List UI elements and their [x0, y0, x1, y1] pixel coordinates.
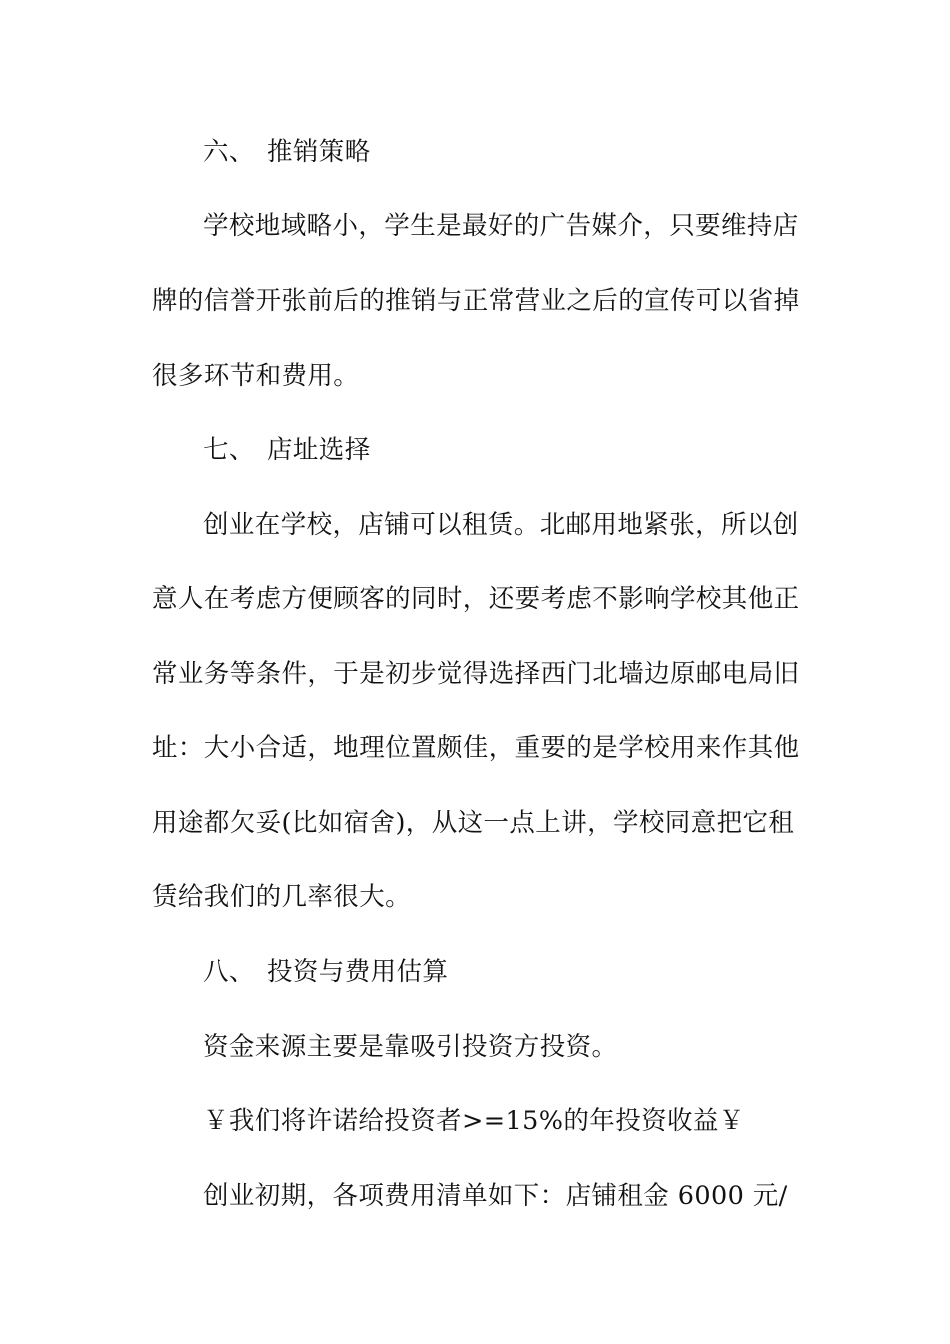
section-6-paragraph-line: 很多环节和费用。 [152, 361, 360, 391]
section-7-paragraph-line: 创业在学校，店铺可以租赁。北邮用地紧张，所以创 [203, 510, 799, 540]
section-6-number: 六、 [203, 137, 255, 167]
section-6-heading [203, 135, 803, 169]
section-7-title: 店址选择 [267, 435, 371, 465]
section-8-title: 投资与费用估算 [267, 957, 449, 987]
section-8-number: 八、 [203, 957, 255, 987]
section-7-paragraph-line: 意人在考虑方便顾客的同时，还要考虑不影响学校其他正 [152, 584, 800, 614]
section-8-paragraph-line: 资金来源主要是靠吸引投资方投资。 [203, 1032, 618, 1062]
section-6-title: 推销策略 [267, 137, 371, 167]
section-7-paragraph-line: 赁给我们的几率很大。 [152, 882, 412, 912]
section-7-paragraph-line: 用途都欠妥(比如宿舍)，从这一点上讲，学校同意把它租 [152, 808, 795, 838]
section-7-heading [203, 433, 803, 467]
section-7-paragraph-line: 常业务等条件，于是初步觉得选择西门北墙边原邮电局旧 [152, 659, 800, 689]
section-6-paragraph-line: 牌的信誉开张前后的推销与正常营业之后的宣传可以省掉 [152, 286, 800, 316]
section-7-paragraph-line: 址：大小合适，地理位置颇佳，重要的是学校用来作其他 [152, 733, 800, 763]
section-6-paragraph-line: 学校地域略小，学生是最好的广告媒介，只要维持店 [203, 211, 799, 241]
section-7-number: 七、 [203, 435, 255, 465]
section-8-heading [203, 955, 803, 989]
section-8-paragraph-line: 创业初期，各项费用清单如下：店铺租金 6000 元/ [203, 1181, 788, 1211]
section-8-paragraph-line: ￥我们将许诺给投资者>=15%的年投资收益￥ [203, 1106, 745, 1136]
